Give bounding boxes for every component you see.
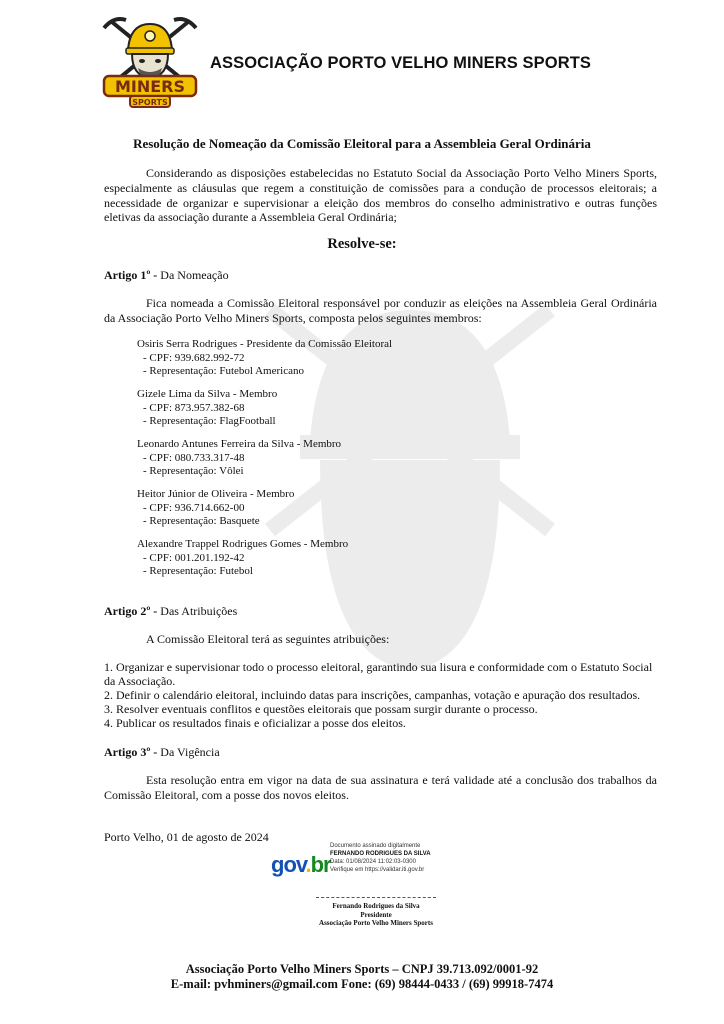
attributions-list [104,660,664,730]
article-1-text: Fica nomeada a Comissão Eleitoral responsável por conduzir as eleições na Assembleia Geral Ordinária da Associação Porto Velho Miners Sports, composta pelos seguintes membros: [104,296,657,325]
verify-link[interactable]: Verifique em https://validar.iti.gov.br [330,867,425,873]
member-cpf: - CPF: 080.733.317-48 [143,451,245,464]
signer-caps-name: FERNANDO RODRIGUES DA SILVA [330,851,431,857]
member-name: Alexandre Trappel Rodrigues Gomes - Membro [137,538,349,550]
signer-organization: Associação Porto Velho Miners Sports [319,919,433,927]
signature-date: Data: 01/08/2024 11:02:03-0300 [330,859,416,865]
signer-name: Fernando Rodrigues da Silva [332,902,420,910]
list-item: 4. Publicar os resultados finais e oficializar a posse dos eleitos. [104,716,406,730]
signature-line [316,897,436,898]
list-item: 3. Resolver eventuais conflitos e questões eleitorais que possam surgir durante o processo. [104,702,538,716]
resolution-title: Resolução de Nomeação da Comissão Eleitoral para a Assembleia Geral Ordinária [133,136,591,151]
member-representation: - Representação: Basquete [143,515,260,528]
miner-watermark-icon [250,270,570,690]
signer-role: Presidente [360,910,392,919]
article-2-heading [104,604,237,619]
article-3-text: Esta resolução entra em vigor na data de sua assinatura e terá validade até a conclusão dos trabalhos da Comissão Eleitoral, com a posse dos novos eleitos. [104,773,657,802]
signer-block [296,902,456,928]
article-1-label: Artigo 1º - [104,268,158,282]
organization-title: ASSOCIAÇÃO PORTO VELHO MINERS SPORTS [210,54,592,72]
member-representation: - Representação: Futebol Americano [143,365,304,378]
place-and-date: Porto Velho, 01 de agosto de 2024 [104,830,269,844]
member-entry [137,488,294,529]
article-1-title: Da Nomeação [157,268,229,282]
digital-signature-info [330,842,431,874]
member-entry [137,538,348,579]
svg-text:SPORTS: SPORTS [132,98,168,107]
article-3-title: Da Vigência [157,745,220,759]
govbr-logo: gov.br [271,852,331,877]
page-footer [0,962,724,992]
article-3-label: Artigo 3º - [104,745,158,759]
footer-contact: E-mail: pvhminers@gmail.com Fone: (69) 98444-0433 / (69) 99918-7474 [170,977,554,991]
member-name: Leonardo Antunes Ferreira da Silva - Membro [137,438,342,450]
member-representation: - Representação: FlagFootball [143,415,276,428]
list-item: 2. Definir o calendário eleitoral, incluindo datas para inscrições, campanhas, votação e apuração dos resultados. [104,688,641,702]
article-2-label: Artigo 2º - [104,604,158,618]
article-2-title: Das Atribuições [157,604,238,618]
association-logo [100,14,200,110]
list-item: 1. Organizar e supervisionar todo o processo eleitoral, garantindo sua lisura e conformidade com o Estatuto Social da Associação. [104,660,653,688]
article-2-text: A Comissão Eleitoral terá as seguintes atribuições: [146,632,390,646]
member-representation: - Representação: Vôlei [143,465,244,478]
member-entry [137,388,277,429]
member-cpf: - CPF: 936.714.662-00 [143,501,245,514]
article-1-heading [104,268,229,283]
footer-cnpj: Associação Porto Velho Miners Sports – CNPJ 39.713.092/0001-92 [185,962,539,976]
miner-face-icon [126,24,174,78]
member-representation: - Representação: Futebol [143,565,253,578]
resolve-heading: Resolve-se: [327,236,397,252]
member-cpf: - CPF: 001.201.192-42 [143,551,245,564]
member-name: Osiris Serra Rodrigues - Presidente da Comissão Eleitoral [137,338,393,350]
member-cpf: - CPF: 939.682.992-72 [143,351,245,364]
signed-label: Documento assinado digitalmente [330,843,421,849]
member-cpf: - CPF: 873.957.382-68 [143,401,245,414]
member-entry [137,338,392,379]
member-name: Heitor Júnior de Oliveira - Membro [137,488,295,500]
member-name: Gizele Lima da Silva - Membro [137,388,278,400]
member-entry [137,438,341,479]
article-3-heading [104,745,220,760]
svg-text:MINERS: MINERS [114,77,186,96]
intro-paragraph: Considerando as disposições estabelecidas no Estatuto Social da Associação Porto Velho Miners Sports, especialmente as cláusulas que regem a constituição de comissões para a condução de processos eleitorais; a necessidade de organizar e supervisionar a eleição dos membros do conselho administrativo e outras funções eletivas da associação durante a Assembleia Geral Ordinária; [104,166,657,225]
